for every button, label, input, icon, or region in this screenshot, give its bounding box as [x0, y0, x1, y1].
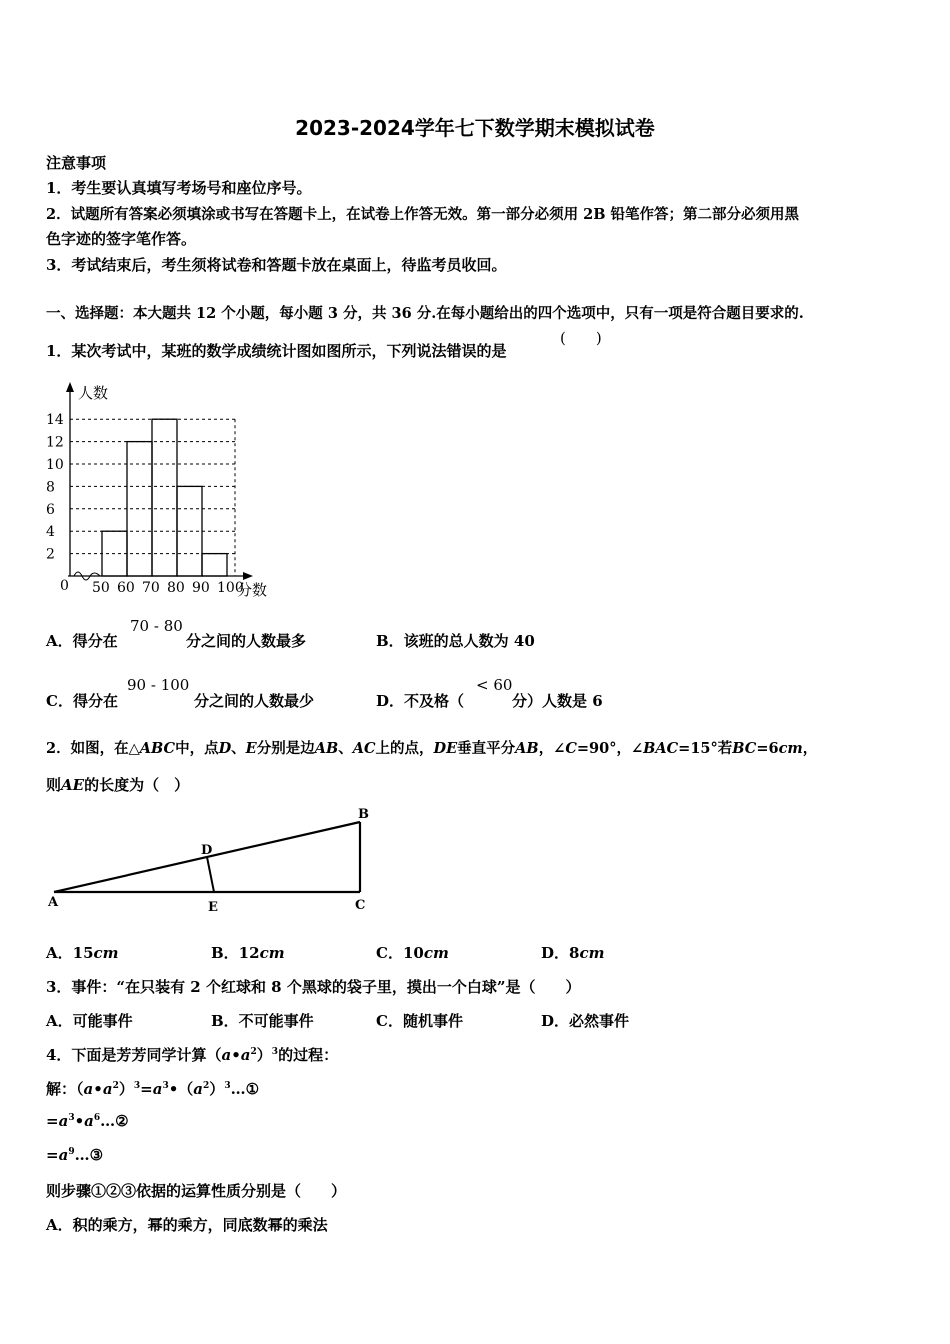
y-axis-arrow	[66, 382, 74, 392]
q2-option-c: C．10cm	[376, 944, 449, 962]
y-tick-label-14: 14	[46, 412, 64, 429]
label-b: B	[358, 807, 369, 822]
q4-solution-step2: $=a^3•a^6\dots ②$	[46, 1112, 129, 1130]
x-tick-label-100: 100	[217, 580, 244, 596]
q1-option-d-prefix: D．不及格（	[376, 692, 465, 710]
notes-heading: 注意事项	[46, 154, 107, 172]
x-tick-label-80: 80	[167, 580, 185, 596]
q1-answer-paren: ( )	[560, 329, 602, 347]
q3-stem: 3．事件：“在只装有 2 个红球和 8 个黑球的袋子里，摸出一个白球”是（ ）	[46, 978, 581, 996]
page-title: 2023-2024学年七下数学期末模拟试卷	[295, 116, 655, 140]
x-tick-label-60: 60	[117, 580, 135, 596]
q2-option-b: B．12cm	[211, 944, 285, 962]
segment-de	[207, 857, 214, 892]
q2-option-d: D．8cm	[541, 944, 605, 962]
q3-option-b: B．不可能事件	[211, 1012, 314, 1030]
q3-option-a: A．可能事件	[46, 1012, 133, 1030]
y-axis-label: 人数	[78, 384, 109, 402]
x-tick-label-90: 90	[192, 580, 210, 596]
note-2-cont: 色字迹的签字笔作答。	[46, 230, 197, 248]
q3-option-c: C．随机事件	[376, 1012, 463, 1030]
y-tick-label-8: 8	[46, 479, 55, 496]
q2-stem-line2: 则AE的长度为（ ）	[46, 776, 190, 794]
label-a: A	[48, 895, 59, 910]
label-d: D	[201, 843, 213, 858]
x-tick-label-70: 70	[142, 580, 160, 596]
x-axis-arrow	[243, 572, 253, 580]
q2-stem-line1: 2．如图，在△ABC中，点D、E分别是边AB、AC上的点，DE垂直平分AB，∠C=90°，∠BAC=15°若BC=6cm，	[46, 740, 818, 757]
q1-option-c-prefix: C．得分在	[46, 692, 118, 710]
section-1-header: 一、选择题：本大题共 12 个小题，每小题 3 分，共 36 分.在每小题给出的四个选项中，只有一项是符合题目要求的.	[46, 305, 804, 322]
label-e: E	[208, 900, 218, 915]
q4-solution-step1: 解：$(a•a^2)^3=a^3•(a^2)^3\dots ①$	[46, 1080, 260, 1098]
q1-option-b: B．该班的总人数为 40	[376, 632, 535, 650]
bar-90-100	[202, 554, 227, 576]
q2-triangle-figure	[40, 800, 380, 920]
q1-stem: 1．某次考试中，某班的数学成绩统计图如图所示，下列说法错误的是	[46, 342, 507, 360]
y-tick-label-6: 6	[46, 501, 55, 518]
q4-solution-step3: $=a^9\dots ③$	[46, 1146, 104, 1164]
q1-option-d-suffix: 分）人数是 6	[512, 692, 603, 710]
q1-option-a-range: 70 - 80	[130, 617, 183, 635]
q1-option-d-range: < 60	[476, 676, 513, 694]
y-tick-label-10: 10	[46, 457, 64, 473]
q1-option-c-range: 90 - 100	[127, 676, 190, 694]
q1-option-a-suffix: 分之间的人数最多	[186, 632, 307, 650]
note-3: 3．考试结束后，考生须将试卷和答题卡放在桌面上，待监考员收回。	[46, 256, 507, 274]
label-c: C	[355, 898, 366, 913]
origin-label: 0	[60, 578, 69, 594]
note-2: 2．试题所有答案必须填涂或书写在答题卡上，在试卷上作答无效。第一部分必须用 2B 铅笔作答；第二部分必须用黑	[46, 206, 800, 223]
q1-option-c-suffix: 分之间的人数最少	[194, 692, 315, 710]
q3-option-d: D．必然事件	[541, 1012, 630, 1030]
y-tick-label-2: 2	[46, 546, 55, 563]
x-tick-label-50: 50	[92, 580, 110, 596]
y-tick-label-12: 12	[46, 434, 64, 451]
q4-stem: 4．下面是芳芳同学计算$(a•a^2)^3$的过程：	[46, 1046, 339, 1064]
y-tick-label-4: 4	[46, 524, 55, 541]
q4-option-a: A．积的乘方，幂的乘方，同底数幂的乘法	[46, 1216, 328, 1234]
q1-option-a-prefix: A．得分在	[46, 632, 118, 650]
q1-histogram	[40, 378, 300, 604]
note-1: 1．考生要认真填写考场号和座位序号。	[46, 179, 312, 197]
q4-question: 则步骤①②③依据的运算性质分别是（ ）	[46, 1182, 347, 1200]
bar-70-80	[152, 419, 177, 576]
x-axis-label: 分数	[237, 581, 268, 599]
q2-option-a: A．15cm	[46, 944, 119, 962]
